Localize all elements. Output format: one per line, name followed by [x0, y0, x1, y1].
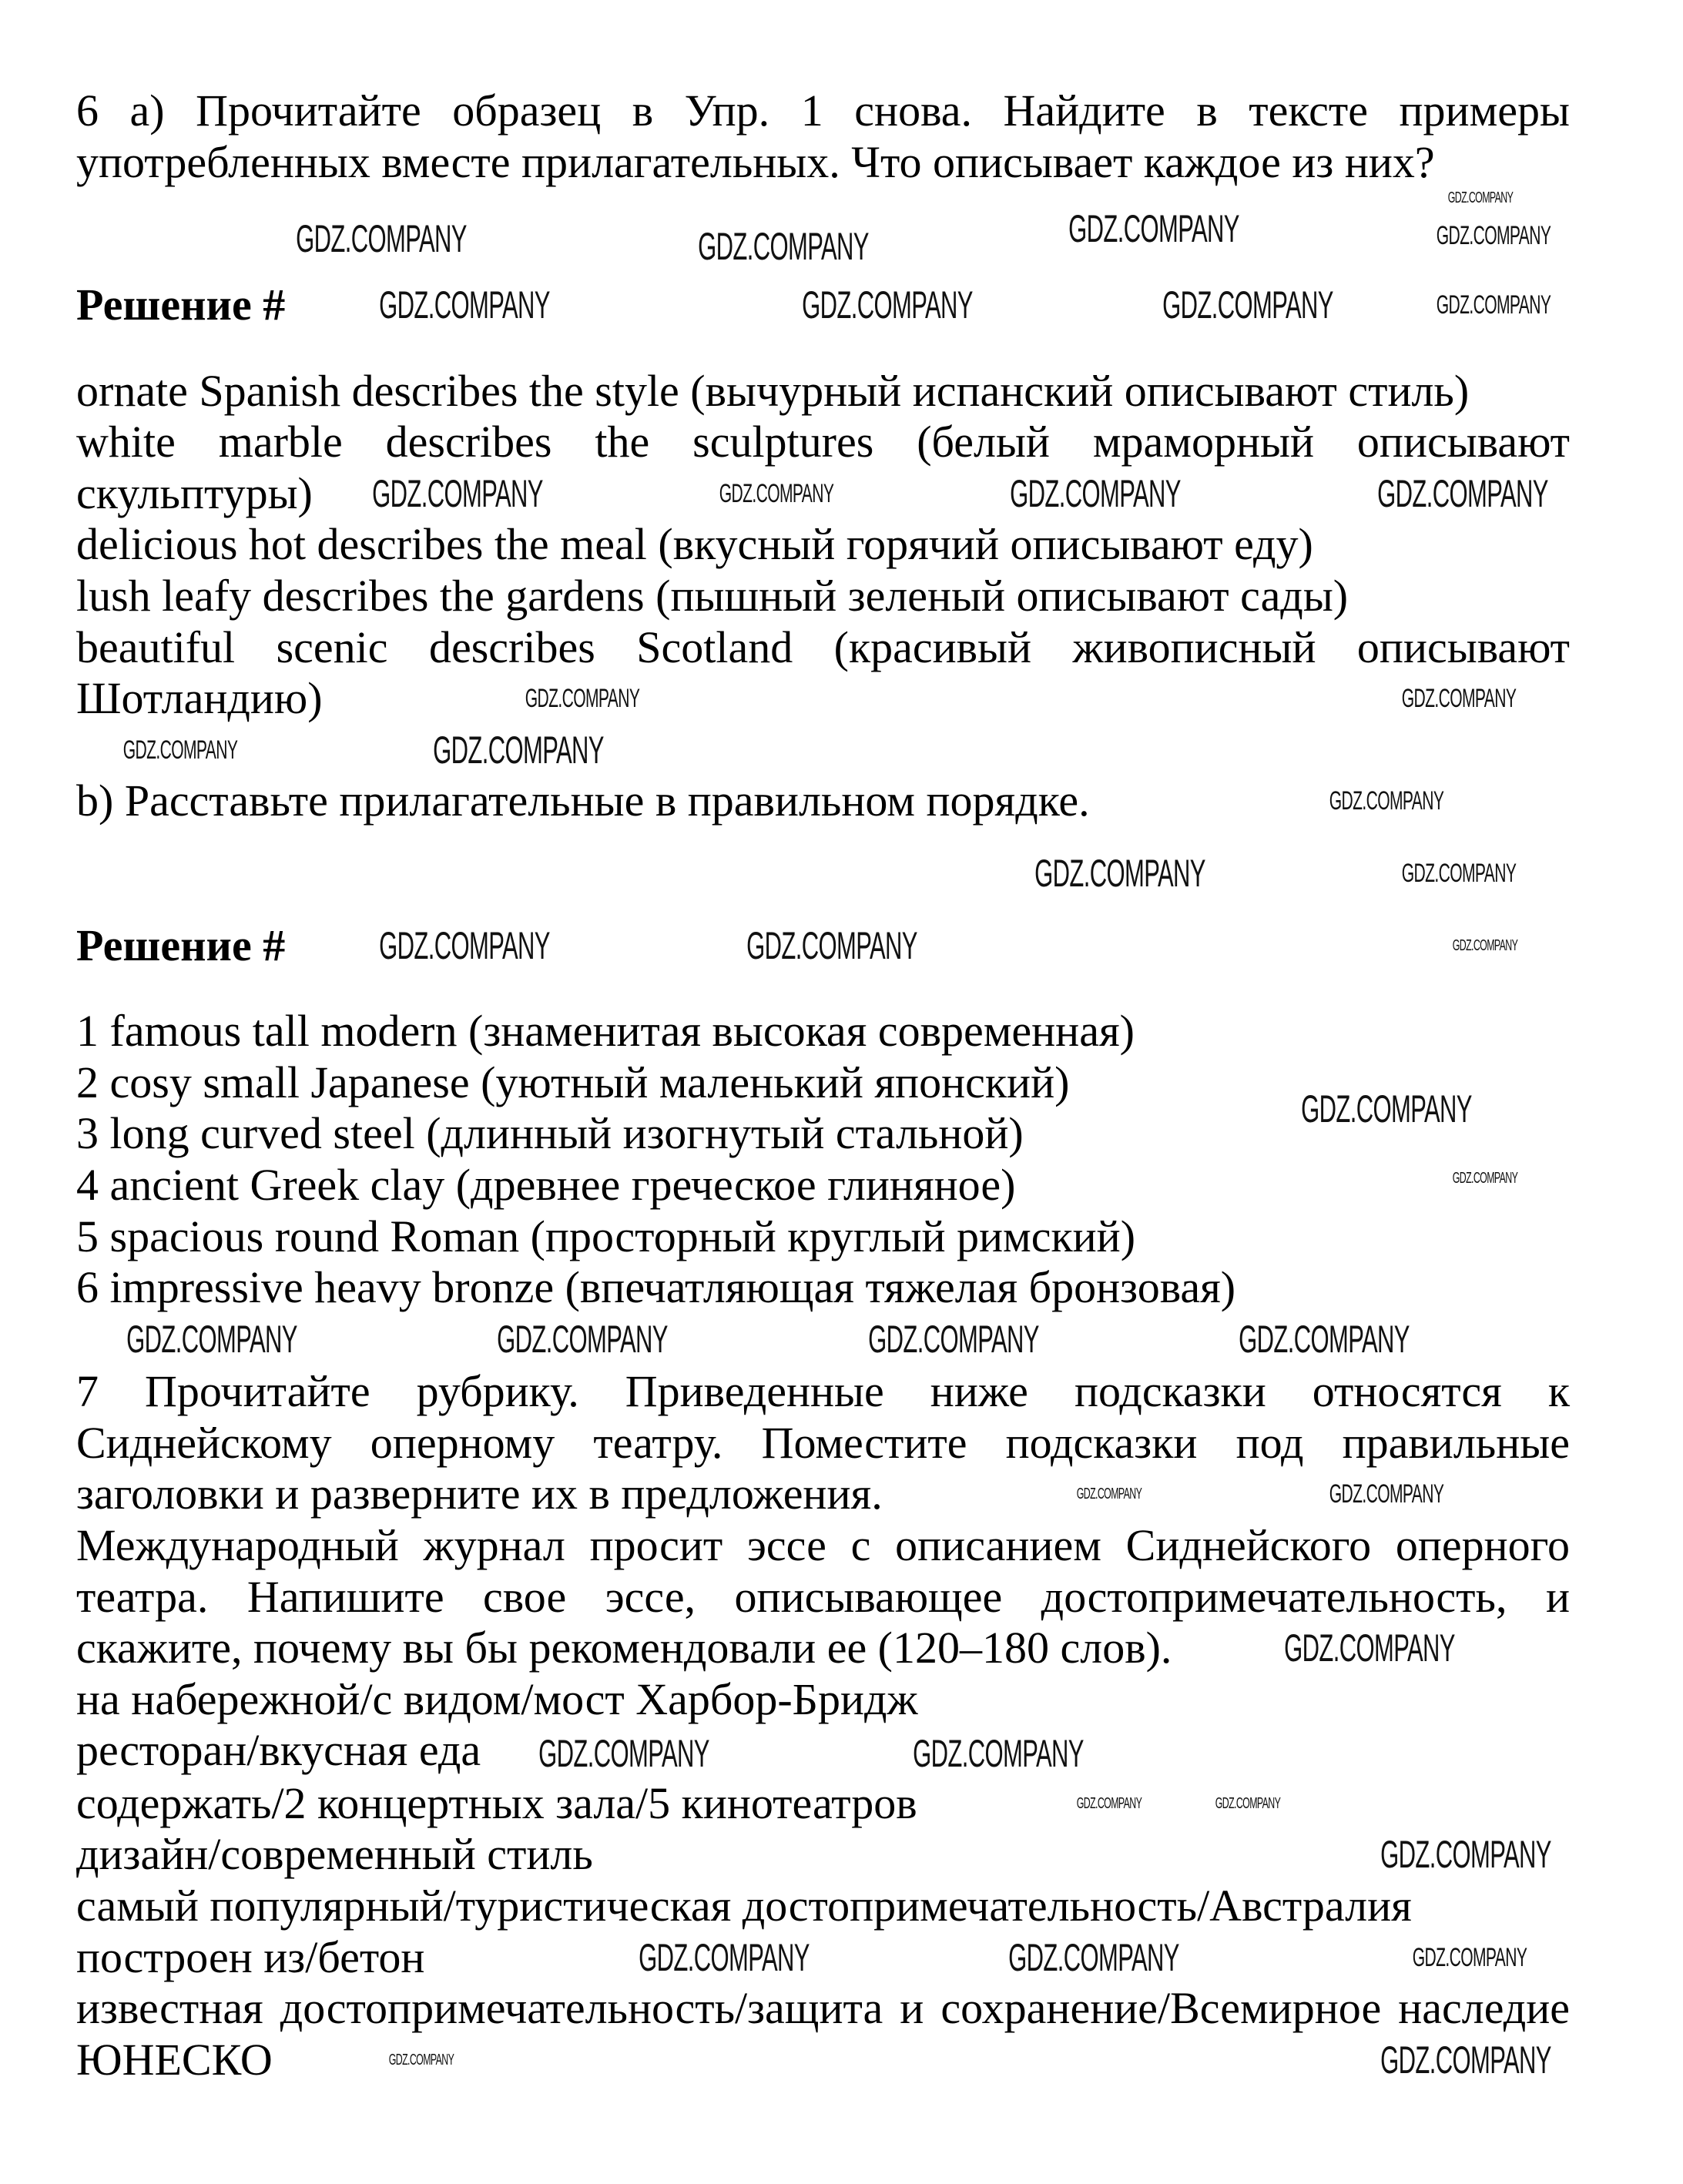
watermark: GDZ.COMPANY: [1301, 1087, 1472, 1131]
text-line: white marble describes the sculptures (белый мраморный описывают: [76, 417, 1570, 467]
text-line: ресторан/вкусная еда: [76, 1725, 481, 1776]
text-line: употребленных вместе прилагательных. Что описывает каждое из них?: [76, 136, 1435, 187]
watermark: GDZ.COMPANY: [1034, 852, 1206, 895]
text-line: 3 long curved steel (длинный изогнутый стальной): [76, 1108, 1024, 1159]
watermark: GDZ.COMPANY: [1215, 1794, 1281, 1812]
watermark: GDZ.COMPANY: [1329, 786, 1444, 816]
watermark: GDZ.COMPANY: [802, 283, 973, 327]
solution-heading: Решение #: [76, 919, 286, 970]
text-line: ornate Spanish describes the style (вычурный испанский описывают стиль): [76, 365, 1470, 416]
watermark: GDZ.COMPANY: [1380, 1833, 1551, 1877]
watermark: GDZ.COMPANY: [122, 735, 238, 765]
watermark: GDZ.COMPANY: [719, 478, 834, 508]
text-line: lush leafy describes the gardens (пышный зеленый описывают сады): [76, 571, 1349, 621]
watermark: GDZ.COMPANY: [1452, 936, 1518, 954]
watermark: GDZ.COMPANY: [497, 1317, 668, 1361]
watermark: GDZ.COMPANY: [638, 1935, 810, 1979]
watermark: GDZ.COMPANY: [296, 216, 467, 260]
watermark: GDZ.COMPANY: [433, 728, 605, 772]
watermark: GDZ.COMPANY: [1010, 471, 1181, 515]
watermark: GDZ.COMPANY: [525, 684, 640, 714]
text-line: Международный журнал просит эссе с описанием Сиднейского оперного: [76, 1520, 1570, 1570]
text-line: b) Расставьте прилагательные в правильном порядке.: [76, 775, 1090, 826]
text-line: театра. Напишите свое эссе, описывающее достопримечательность, и: [76, 1571, 1570, 1622]
watermark: GDZ.COMPANY: [1076, 1486, 1142, 1503]
watermark: GDZ.COMPANY: [1380, 2038, 1551, 2082]
text-line: ЮНЕСКО: [76, 2034, 273, 2085]
watermark: GDZ.COMPANY: [379, 923, 550, 967]
text-line: 2 cosy small Japanese (уютный маленький японский): [76, 1057, 1070, 1107]
watermark: GDZ.COMPANY: [1377, 471, 1548, 515]
watermark: GDZ.COMPANY: [1448, 189, 1514, 207]
text-line: beautiful scenic describes Scotland (красивый живописный описывают: [76, 621, 1570, 672]
text-line: скульптуры): [76, 467, 313, 518]
watermark: GDZ.COMPANY: [868, 1317, 1040, 1361]
watermark: GDZ.COMPANY: [379, 283, 550, 327]
watermark: GDZ.COMPANY: [1162, 283, 1333, 327]
text-line: 1 famous tall modern (знаменитая высокая современная): [76, 1006, 1135, 1057]
watermark: GDZ.COMPANY: [538, 1732, 709, 1775]
watermark: GDZ.COMPANY: [1068, 207, 1239, 250]
text-line: 6 а) Прочитайте образец в Упр. 1 снова. Найдите в тексте примеры: [76, 85, 1570, 136]
text-line: самый популярный/туристическая достопримечательность/Австралия: [76, 1881, 1412, 1931]
watermark: GDZ.COMPANY: [1401, 684, 1516, 714]
text-line: 6 impressive heavy bronze (впечатляющая тяжелая бронзовая): [76, 1262, 1236, 1313]
solution-heading: Решение #: [76, 280, 286, 330]
text-line: известная достопримечательность/защита и сохранение/Всемирное наследие: [76, 1983, 1570, 2034]
watermark: GDZ.COMPANY: [1239, 1317, 1410, 1361]
watermark: GDZ.COMPANY: [913, 1732, 1084, 1775]
text-line: delicious hot describes the meal (вкусный горячий описывают еду): [76, 519, 1313, 570]
text-line: дизайн/современный стиль: [76, 1829, 593, 1880]
watermark: GDZ.COMPANY: [126, 1317, 298, 1361]
watermark: GDZ.COMPANY: [1076, 1794, 1142, 1812]
text-line: заголовки и разверните их в предложения.: [76, 1469, 883, 1519]
watermark: GDZ.COMPANY: [698, 225, 869, 269]
text-line: Шотландию): [76, 673, 323, 724]
watermark: GDZ.COMPANY: [372, 471, 543, 515]
watermark: GDZ.COMPANY: [1452, 1170, 1518, 1187]
watermark: GDZ.COMPANY: [1008, 1935, 1180, 1979]
watermark: GDZ.COMPANY: [1401, 859, 1516, 888]
watermark: GDZ.COMPANY: [388, 2051, 454, 2068]
text-line: 4 ancient Greek clay (древнее греческое глиняное): [76, 1160, 1016, 1210]
text-line: содержать/2 концертных зала/5 кинотеатров: [76, 1777, 917, 1828]
text-line: скажите, почему вы бы рекомендовали ее (120–180 слов).: [76, 1623, 1172, 1673]
text-line: 5 spacious round Roman (просторный круглый римский): [76, 1211, 1136, 1261]
watermark: GDZ.COMPANY: [1284, 1626, 1456, 1670]
text-line: построен из/бетон: [76, 1931, 425, 1982]
watermark: GDZ.COMPANY: [1412, 1942, 1527, 1972]
watermark: GDZ.COMPANY: [746, 923, 917, 967]
text-line: Сиднейскому оперному театру. Поместите подсказки под правильные: [76, 1417, 1570, 1468]
watermark: GDZ.COMPANY: [1436, 221, 1551, 250]
watermark: GDZ.COMPANY: [1436, 290, 1551, 320]
watermark: GDZ.COMPANY: [1329, 1479, 1444, 1509]
text-line: 7 Прочитайте рубрику. Приведенные ниже подсказки относятся к: [76, 1366, 1570, 1417]
text-line: на набережной/с видом/мост Харбор-Бридж: [76, 1673, 918, 1724]
